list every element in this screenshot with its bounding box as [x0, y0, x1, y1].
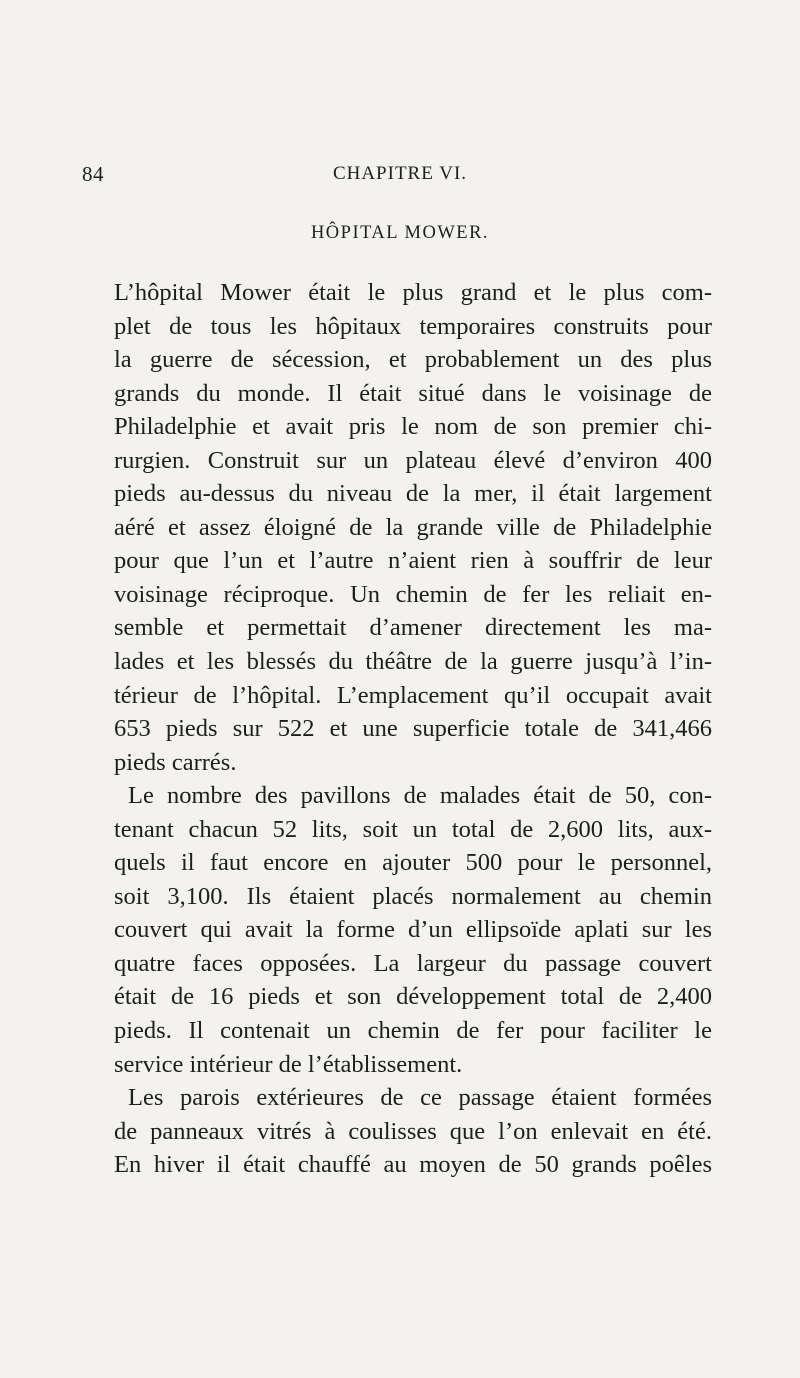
text-line: était de 16 pieds et son développement total de 2,400 [114, 983, 712, 1011]
text-line: rurgien. Construit sur un plateau élevé d’environ 400 [114, 446, 712, 474]
text-line: quels il faut encore en ajouter 500 pour le personnel, [114, 849, 712, 877]
text-line: Les parois extérieures de ce passage étaient formées [128, 1084, 712, 1112]
text-line: pieds au-dessus du niveau de la mer, il était largement [114, 480, 712, 508]
text-line: quatre faces opposées. La largeur du passage couvert [114, 949, 712, 977]
text-line: Le nombre des pavillons de malades était de 50, con- [128, 782, 712, 810]
text-line: grands du monde. Il était situé dans le voisinage de [114, 379, 712, 407]
text-line: plet de tous les hôpitaux temporaires construits pour [114, 312, 712, 340]
text-line: 653 pieds sur 522 et une superficie totale de 341,466 [114, 715, 712, 743]
text-line: L’hôpital Mower était le plus grand et le plus com- [114, 279, 712, 306]
text-line: lades et les blessés du théâtre de la guerre jusqu’à l’in- [114, 648, 712, 676]
text-line: térieur de l’hôpital. L’emplacement qu’il occupait avait [114, 681, 712, 709]
text-line: Philadelphie et avait pris le nom de son premier chi- [114, 413, 712, 441]
text-line: semble et permettait d’amener directement les ma- [114, 614, 712, 642]
body-text [114, 276, 712, 1182]
text-line: la guerre de sécession, et probablement un des plus [114, 346, 712, 374]
section-title: HÔPITAL MOWER. [310, 223, 490, 243]
text-line: de panneaux vitrés à coulisses que l’on enlevait en été. [114, 1117, 712, 1145]
running-head: CHAPITRE VI. [332, 163, 468, 184]
text-line: service intérieur de l’établissement. [114, 1050, 463, 1078]
text-line: pieds. Il contenait un chemin de fer pour faciliter le [114, 1017, 712, 1045]
text-line: voisinage réciproque. Un chemin de fer les reliait en- [114, 580, 712, 608]
text-line: pieds carrés. [114, 748, 237, 776]
text-line: aéré et assez éloigné de la grande ville de Philadelphie [114, 513, 712, 541]
text-line: couvert qui avait la forme d’un ellipsoïde aplati sur les [114, 916, 712, 944]
text-line: En hiver il était chauffé au moyen de 50 grands poêles [114, 1151, 712, 1179]
text-line: pour que l’un et l’autre n’aient rien à souffrir de leur [114, 547, 712, 575]
page-number: 84 [82, 162, 104, 186]
text-line: tenant chacun 52 lits, soit un total de 2,600 lits, aux- [114, 815, 712, 843]
text-line: soit 3,100. Ils étaient placés normalement au chemin [114, 882, 712, 910]
